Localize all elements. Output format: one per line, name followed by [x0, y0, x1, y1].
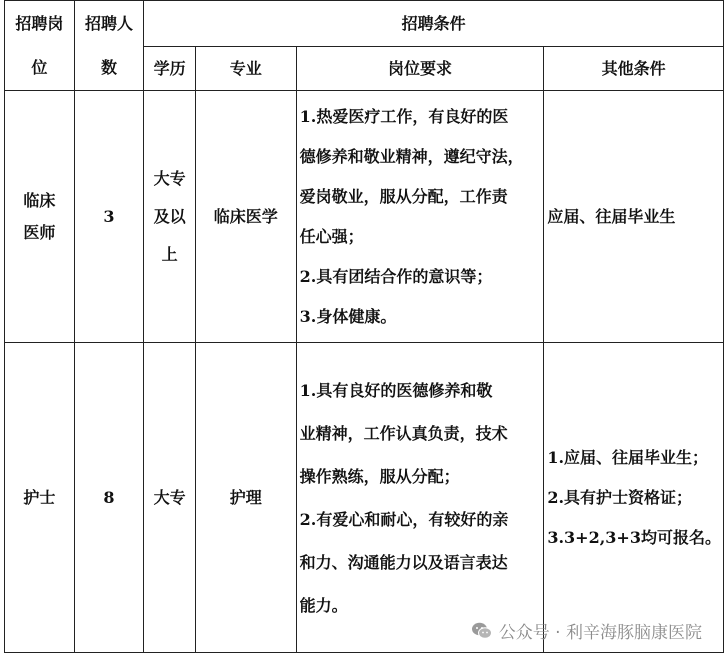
header-other-cell [544, 47, 724, 91]
header-position-cell [5, 1, 75, 91]
row1-req-line-5: 2.具有团结合作的意识等； [299, 266, 493, 286]
row1-other-cell [544, 91, 724, 343]
row1-position-cell [5, 91, 75, 343]
header-conditions-cell [144, 1, 724, 47]
header-major: 专业 [229, 58, 262, 78]
row1-major-cell [196, 91, 297, 343]
row1-requirements-cell [296, 91, 544, 343]
row2-req-line-5: 和力、沟通能力以及语言表达 [299, 552, 508, 572]
row1-count: 3 [103, 206, 115, 226]
watermark [471, 618, 702, 643]
header-other: 其他条件 [601, 58, 666, 78]
row2-education: 大专 [153, 487, 186, 507]
row2-req-line-4: 2.有爱心和耐心，有较好的亲 [299, 509, 509, 529]
row1-req-line-1: 1.热爱医疗工作，有良好的医 [299, 106, 509, 126]
wechat-icon [471, 621, 493, 641]
header-count-cell [74, 1, 144, 91]
row2-count: 8 [103, 487, 115, 507]
row2-req-line-1: 1.具有良好的医德修养和敬 [299, 380, 493, 400]
header-row-1 [5, 1, 724, 47]
row1-education-line-2: 及以 [153, 206, 186, 226]
row1-position-line-1: 临床 [23, 190, 56, 210]
header-education-cell [144, 47, 196, 91]
row1-other-line-1: 应届、往届毕业生 [547, 206, 676, 226]
row2-requirements-cell [296, 343, 544, 653]
row1-req-line-2: 德修养和敬业精神，遵纪守法， [299, 146, 524, 166]
row1-major: 临床医学 [213, 206, 278, 226]
row2-req-line-2: 业精神，工作认真负责，技术 [299, 423, 508, 443]
row2-position-cell [5, 343, 75, 653]
header-count-line-1: 招聘人 [84, 13, 133, 33]
row1-req-line-3: 爱岗敬业，服从分配，工作责 [299, 186, 508, 206]
header-major-cell [196, 47, 297, 91]
header-position-line-2: 位 [31, 57, 48, 77]
row2-other-line-1: 1.应届、往届毕业生； [547, 447, 709, 467]
header-position-line-1: 招聘岗 [15, 13, 64, 33]
row2-req-line-6: 能力。 [299, 595, 348, 615]
recruitment-table [4, 0, 724, 653]
row1-position-line-2: 医师 [23, 222, 56, 242]
row1-count-cell [74, 91, 144, 343]
row2-count-cell [74, 343, 144, 653]
header-education: 学历 [153, 58, 186, 78]
row2-position: 护士 [23, 487, 56, 507]
row2-education-cell [144, 343, 196, 653]
header-count-line-2: 数 [100, 57, 117, 77]
header-requirements: 岗位要求 [387, 58, 452, 78]
row1-req-line-6: 3.身体健康。 [299, 306, 397, 326]
header-conditions: 招聘条件 [401, 13, 466, 33]
row2-req-line-3: 操作熟练，服从分配； [299, 466, 460, 486]
row2-major-cell [196, 343, 297, 653]
header-requirements-cell [296, 47, 544, 91]
row1-education-line-3: 上 [161, 244, 178, 264]
table-row [5, 91, 724, 343]
row2-other-line-3: 3.3+2,3+3均可报名。 [547, 527, 721, 547]
row1-req-line-4: 任心强； [299, 226, 364, 246]
row2-major: 护理 [229, 487, 262, 507]
row1-education-cell [144, 91, 196, 343]
watermark-text: 公众号 · 利辛海豚脑康医院 [498, 623, 702, 643]
table-row [5, 343, 724, 653]
row2-other-cell [544, 343, 724, 653]
row2-other-line-2: 2.具有护士资格证； [547, 487, 693, 507]
row1-education-line-1: 大专 [153, 168, 186, 188]
